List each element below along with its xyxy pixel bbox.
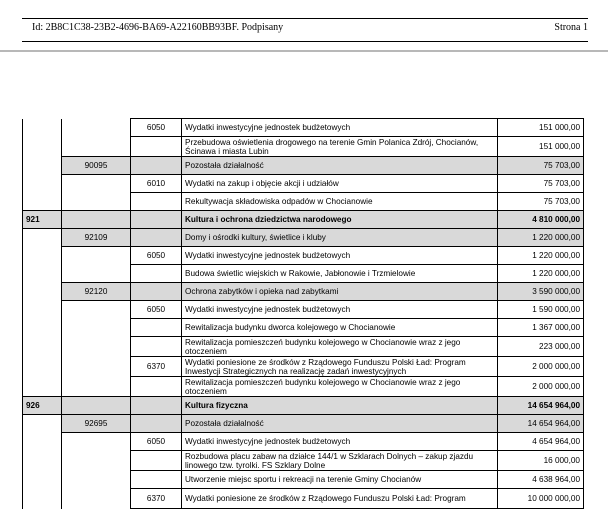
cell-rozdzial <box>62 357 131 377</box>
cell-description: Wydatki poniesione ze środków z Rządowego Funduszu Polski Ład: Program Inwestycji Strategicznych na realizację zadań inwestycyjnych <box>182 357 498 377</box>
cell-description: Przebudowa oświetlenia drogowego na terenie Gmin Polanica Zdrój, Chocianów, Ścinawa i miasta Lubin <box>182 137 498 157</box>
cell-paragraf <box>131 157 182 175</box>
cell-rozdzial <box>62 377 131 397</box>
cell-paragraf: 6050 <box>131 119 182 137</box>
cell-dzial: 921 <box>23 211 62 229</box>
cell-paragraf: 6370 <box>131 489 182 509</box>
table-row <box>23 415 584 433</box>
cell-paragraf: 6050 <box>131 247 182 265</box>
cell-dzial <box>23 193 62 211</box>
cell-dzial <box>23 229 62 247</box>
page-divider <box>0 50 608 52</box>
cell-rozdzial <box>62 433 131 451</box>
cell-paragraf <box>131 397 182 415</box>
table-row <box>23 265 584 283</box>
cell-amount: 1 220 000,00 <box>498 265 584 283</box>
table-row <box>23 247 584 265</box>
table-row <box>23 377 584 397</box>
cell-dzial <box>23 137 62 157</box>
cell-amount: 4 810 000,00 <box>498 211 584 229</box>
cell-amount: 14 654 964,00 <box>498 397 584 415</box>
cell-description: Utworzenie miejsc sportu i rekreacji na terenie Gminy Chocianów <box>182 471 498 489</box>
cell-dzial <box>23 451 62 471</box>
table-row <box>23 451 584 471</box>
cell-rozdzial: 92695 <box>62 415 131 433</box>
cell-dzial <box>23 319 62 337</box>
cell-description: Wydatki poniesione ze środków z Rządowego Funduszu Polski Ład: Program <box>182 489 498 509</box>
table-row <box>23 301 584 319</box>
cell-paragraf <box>131 211 182 229</box>
cell-paragraf: 6010 <box>131 175 182 193</box>
cell-amount: 75 703,00 <box>498 157 584 175</box>
cell-dzial <box>23 377 62 397</box>
table-row <box>23 357 584 377</box>
cell-rozdzial <box>62 175 131 193</box>
table-row <box>23 489 584 509</box>
page-number: Strona 1 <box>554 22 588 33</box>
cell-paragraf <box>131 471 182 489</box>
table-row <box>23 119 584 137</box>
table-row <box>23 137 584 157</box>
table-row <box>23 193 584 211</box>
cell-description: Rewitalizacja pomieszczeń budynku kolejowego w Chocianowie wraz z jego otoczeniem <box>182 377 498 397</box>
cell-description: Rozbudowa placu zabaw na działce 144/1 w Szklarach Dolnych – zakup zjazdu linowego tzw. tyrolki. FS Szklary Dolne <box>182 451 498 471</box>
cell-rozdzial <box>62 397 131 415</box>
table-row <box>23 229 584 247</box>
document-id: Id: 2B8C1C38-23B2-4696-BA69-A22160BB93BF. Podpisany <box>32 22 284 33</box>
table-row <box>23 319 584 337</box>
cell-paragraf <box>131 451 182 471</box>
cell-paragraf <box>131 319 182 337</box>
cell-description: Wydatki inwestycyjne jednostek budżetowych <box>182 119 498 137</box>
table-row <box>23 433 584 451</box>
cell-description: Wydatki inwestycyjne jednostek budżetowych <box>182 247 498 265</box>
cell-dzial <box>23 247 62 265</box>
cell-description: Kultura fizyczna <box>182 397 498 415</box>
cell-amount: 2 000 000,00 <box>498 357 584 377</box>
cell-paragraf <box>131 377 182 397</box>
cell-amount: 14 654 964,00 <box>498 415 584 433</box>
cell-rozdzial <box>62 337 131 357</box>
cell-rozdzial <box>62 451 131 471</box>
cell-rozdzial <box>62 137 131 157</box>
cell-description: Rekultywacja składowiska odpadów w Chocianowie <box>182 193 498 211</box>
cell-amount: 223 000,00 <box>498 337 584 357</box>
cell-dzial <box>23 175 62 193</box>
cell-dzial <box>23 433 62 451</box>
cell-amount: 4 638 964,00 <box>498 471 584 489</box>
header-bottom-rule <box>22 41 588 42</box>
cell-rozdzial <box>62 265 131 283</box>
cell-rozdzial: 90095 <box>62 157 131 175</box>
cell-rozdzial <box>62 211 131 229</box>
cell-description: Wydatki inwestycyjne jednostek budżetowych <box>182 433 498 451</box>
cell-amount: 3 590 000,00 <box>498 283 584 301</box>
cell-dzial <box>23 265 62 283</box>
cell-paragraf: 6050 <box>131 433 182 451</box>
cell-amount: 151 000,00 <box>498 137 584 157</box>
cell-dzial: 926 <box>23 397 62 415</box>
cell-description: Kultura i ochrona dziedzictwa narodowego <box>182 211 498 229</box>
cell-dzial <box>23 471 62 489</box>
cell-rozdzial <box>62 489 131 509</box>
cell-amount: 1 367 000,00 <box>498 319 584 337</box>
page-header <box>22 0 588 42</box>
cell-paragraf: 6370 <box>131 357 182 377</box>
cell-amount: 2 000 000,00 <box>498 377 584 397</box>
cell-paragraf <box>131 415 182 433</box>
cell-description: Ochrona zabytków i opieka nad zabytkami <box>182 283 498 301</box>
cell-description: Rewitalizacja budynku dworca kolejowego w Chocianowie <box>182 319 498 337</box>
cell-rozdzial <box>62 119 131 137</box>
budget-table <box>22 118 584 509</box>
cell-rozdzial <box>62 247 131 265</box>
cell-amount: 75 703,00 <box>498 193 584 211</box>
cell-description: Wydatki na zakup i objęcie akcji i udziałów <box>182 175 498 193</box>
cell-amount: 16 000,00 <box>498 451 584 471</box>
cell-rozdzial <box>62 301 131 319</box>
cell-dzial <box>23 157 62 175</box>
cell-description: Budowa świetlic wiejskich w Rakowie, Jabłonowie i Trzmielowie <box>182 265 498 283</box>
cell-description: Rewitalizacja pomieszczeń budynku kolejowego w Chocianowie wraz z jego otoczeniem <box>182 337 498 357</box>
table-row <box>23 471 584 489</box>
table-row <box>23 157 584 175</box>
cell-amount: 10 000 000,00 <box>498 489 584 509</box>
cell-dzial <box>23 415 62 433</box>
cell-rozdzial <box>62 471 131 489</box>
cell-dzial <box>23 489 62 509</box>
cell-dzial <box>23 119 62 137</box>
cell-paragraf <box>131 193 182 211</box>
cell-paragraf <box>131 337 182 357</box>
header-top-rule <box>22 18 588 19</box>
cell-rozdzial <box>62 319 131 337</box>
cell-paragraf <box>131 229 182 247</box>
cell-amount: 1 590 000,00 <box>498 301 584 319</box>
cell-paragraf <box>131 265 182 283</box>
cell-description: Pozostała działalność <box>182 157 498 175</box>
cell-dzial <box>23 357 62 377</box>
cell-description: Domy i ośrodki kultury, świetlice i kluby <box>182 229 498 247</box>
cell-dzial <box>23 283 62 301</box>
table-row <box>23 397 584 415</box>
cell-amount: 75 703,00 <box>498 175 584 193</box>
cell-dzial <box>23 337 62 357</box>
table-row <box>23 211 584 229</box>
cell-amount: 1 220 000,00 <box>498 247 584 265</box>
cell-description: Pozostała działalność <box>182 415 498 433</box>
cell-rozdzial <box>62 193 131 211</box>
cell-paragraf <box>131 137 182 157</box>
cell-amount: 4 654 964,00 <box>498 433 584 451</box>
cell-rozdzial: 92120 <box>62 283 131 301</box>
table-row <box>23 175 584 193</box>
cell-dzial <box>23 301 62 319</box>
table-row <box>23 337 584 357</box>
cell-amount: 1 220 000,00 <box>498 229 584 247</box>
cell-amount: 151 000,00 <box>498 119 584 137</box>
cell-paragraf: 6050 <box>131 301 182 319</box>
cell-paragraf <box>131 283 182 301</box>
cell-rozdzial: 92109 <box>62 229 131 247</box>
table-row <box>23 283 584 301</box>
cell-description: Wydatki inwestycyjne jednostek budżetowych <box>182 301 498 319</box>
